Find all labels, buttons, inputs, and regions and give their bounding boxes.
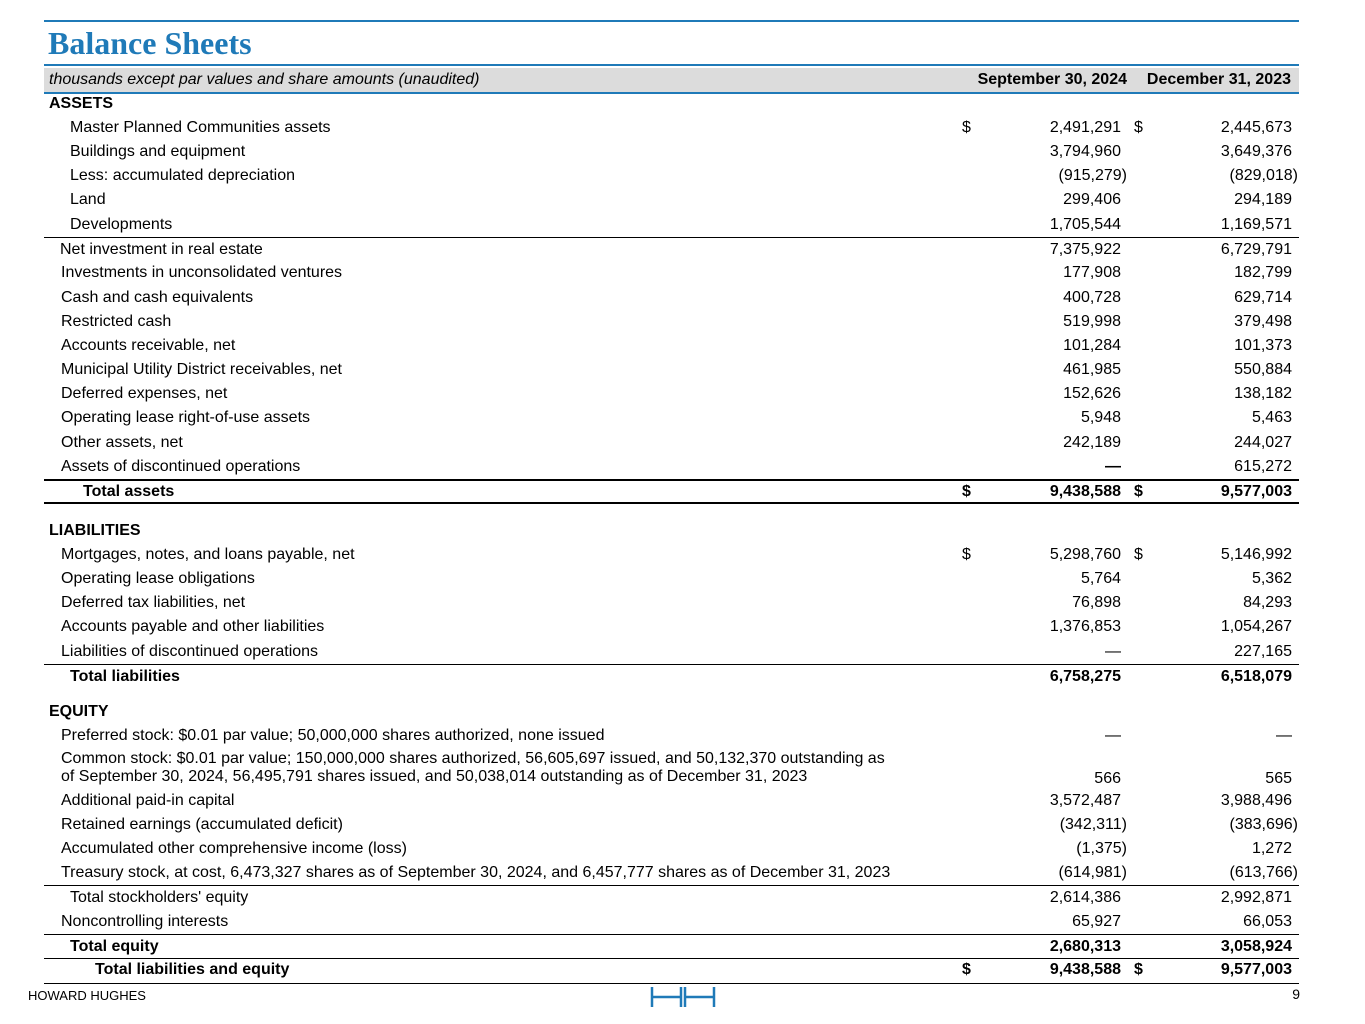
value-2023: 244,027 [1234,434,1292,451]
section-heading-equity [44,700,1299,724]
value-2023: 9,577,003 [1220,961,1292,978]
currency-symbol: $ [962,546,971,563]
column-header-row [44,68,1299,94]
row-label: Cash and cash equivalents [61,289,254,306]
row-label: Developments [70,216,173,233]
row-label: Total liabilities and equity [95,961,290,978]
value-2023: 84,293 [1243,594,1292,611]
value-2024: 9,438,588 [1049,961,1121,978]
value-2023: 1,169,571 [1220,216,1292,233]
value-2023: 379,498 [1234,313,1292,330]
table-row [44,406,1299,430]
currency-symbol: $ [962,119,971,136]
value-2023: 565 [1265,770,1292,787]
row-label: EQUITY [49,703,109,720]
value-2023: 3,649,376 [1220,143,1292,160]
value-2024: 299,406 [1063,191,1121,208]
row-label: Restricted cash [61,313,172,330]
value-2023: 629,714 [1234,289,1292,306]
value-2023: — [1276,727,1292,744]
row-label: Assets of discontinued operations [61,458,301,475]
value-2023: 1,272 [1251,840,1292,857]
row-label: Investments in unconsolidated ventures [61,264,343,281]
row-label: Common stock: $0.01 par value; 150,000,000 shares authorized, 56,605,697 issued, and 50,132,370 outstanding as [61,750,885,767]
value-2024: 400,728 [1063,289,1121,306]
value-2024: 2,491,291 [1049,119,1121,136]
column-header-dec-2023: December 31, 2023 [1146,71,1291,88]
section-heading-liabilities [44,519,1299,543]
row-label: Net investment in real estate [60,241,263,258]
value-2024: 76,898 [1072,594,1121,611]
value-2024: 566 [1094,770,1121,787]
row-label: Total assets [83,483,175,500]
row-label: Additional paid-in capital [61,792,235,809]
table-row [44,813,1299,837]
value-2023: 66,053 [1243,913,1292,930]
value-2024: 9,438,588 [1049,483,1121,500]
value-2024: 242,189 [1063,434,1121,451]
value-2024: (1,375) [1076,840,1127,857]
value-2024: 6,758,275 [1049,668,1121,685]
value-2023: 3,058,924 [1220,938,1292,955]
value-2024: — [1105,727,1121,744]
row-label: Buildings and equipment [70,143,246,160]
row-label: Retained earnings (accumulated deficit) [61,816,343,833]
table-row [44,261,1299,285]
value-2024: 2,680,313 [1049,938,1121,955]
value-2024: 7,375,922 [1049,241,1121,258]
value-2023: 550,884 [1234,361,1292,378]
value-2023: 6,518,079 [1220,668,1292,685]
value-2023: 138,182 [1234,385,1292,402]
row-label: Total stockholders' equity [70,889,249,906]
units-note: thousands except par values and share amounts (unaudited) [49,71,480,88]
row-label: Mortgages, notes, and loans payable, net [61,546,355,563]
subtotal-row [44,885,1299,909]
value-2024: 101,284 [1063,337,1121,354]
row-label: LIABILITIES [49,522,141,539]
title-bar [44,20,1299,66]
table-row [44,382,1299,406]
value-2023: 5,463 [1251,409,1292,426]
value-2024: 2,614,386 [1049,889,1121,906]
value-2024: 461,985 [1063,361,1121,378]
table-row [44,286,1299,310]
currency-symbol: $ [962,483,971,500]
value-2024: 1,705,544 [1049,216,1121,233]
value-2024: (342,311) [1059,816,1127,833]
value-2023: 3,988,496 [1220,792,1292,809]
table-row [44,615,1299,639]
value-2023: 6,729,791 [1220,241,1292,258]
value-2023: 101,373 [1234,337,1292,354]
row-label: Accounts receivable, net [61,337,236,354]
row-label: Deferred tax liabilities, net [61,594,246,611]
table-row [44,640,1299,664]
table-row [44,543,1299,567]
currency-symbol: $ [962,961,971,978]
value-2023: 5,146,992 [1220,546,1292,563]
table-row [44,591,1299,615]
currency-symbol: $ [1134,483,1143,500]
hh-logo-icon [650,986,716,1013]
currency-symbol: $ [1134,119,1143,136]
row-label: Deferred expenses, net [61,385,228,402]
table-row [44,358,1299,382]
value-2024: 1,376,853 [1049,618,1121,635]
table-row [44,910,1299,934]
total-row-assets [44,479,1299,504]
row-label: Operating lease obligations [61,570,255,587]
value-2024: (915,279) [1058,167,1127,184]
row-label: Municipal Utility District receivables, net [61,361,342,378]
table-row [44,789,1299,813]
value-2024: 177,908 [1063,264,1121,281]
table-row [44,213,1299,237]
table-row [44,310,1299,334]
table-row [44,116,1299,140]
subtotal-row [44,237,1299,261]
value-2023: 182,799 [1234,264,1292,281]
value-2024: — [1105,643,1121,660]
row-label: ASSETS [49,95,114,112]
total-row-equity [44,934,1299,958]
table-row [44,431,1299,455]
value-2023: 2,445,673 [1220,119,1292,136]
value-2024: 3,794,960 [1049,143,1121,160]
value-2024: 152,626 [1063,385,1121,402]
total-row-liabilities-and-equity [44,958,1299,984]
table-row [44,164,1299,188]
value-2024: 3,572,487 [1049,792,1121,809]
value-2023: (829,018) [1229,167,1298,184]
table-row [44,724,1299,748]
column-header-sep-2024: September 30, 2024 [977,71,1127,88]
row-label: Master Planned Communities assets [70,119,331,136]
total-row-liabilities [44,664,1299,688]
value-2023: (383,696) [1229,816,1298,833]
value-2024: 5,298,760 [1049,546,1121,563]
table-row [44,861,1299,885]
value-2024: 5,948 [1080,409,1121,426]
row-label: Total equity [70,938,159,955]
row-label: Land [70,191,106,208]
row-label: Less: accumulated depreciation [70,167,296,184]
table-row [44,567,1299,591]
row-label: Operating lease right-of-use assets [61,409,311,426]
table-row [44,455,1299,479]
table-row [44,334,1299,358]
row-label: Accumulated other comprehensive income (loss) [61,840,407,857]
table-row [44,188,1299,212]
table-row [44,140,1299,164]
table-row [44,837,1299,861]
row-label: Other assets, net [61,434,183,451]
value-2023: 615,272 [1234,458,1292,475]
value-2023: 5,362 [1251,570,1292,587]
row-label: Total liabilities [70,668,180,685]
page-title: Balance Sheets [48,25,252,61]
value-2023: 2,992,871 [1220,889,1292,906]
page-number: 9 [1292,986,1300,1002]
section-heading-assets [44,92,1299,116]
value-2024: — [1105,458,1121,475]
row-label-continued: of September 30, 2024, 56,495,791 shares issued, and 50,038,014 outstanding as of December 31, 2023 [61,768,808,785]
value-2023: (613,766) [1229,864,1298,881]
value-2023: 227,165 [1234,643,1292,660]
row-label: Accounts payable and other liabilities [61,618,325,635]
currency-symbol: $ [1134,546,1143,563]
value-2024: (614,981) [1058,864,1127,881]
row-label: Noncontrolling interests [61,913,229,930]
value-2024: 5,764 [1080,570,1121,587]
value-2023: 1,054,267 [1220,618,1292,635]
value-2023: 9,577,003 [1220,483,1292,500]
value-2024: 519,998 [1063,313,1121,330]
currency-symbol: $ [1134,961,1143,978]
value-2024: 65,927 [1072,913,1121,930]
value-2023: 294,189 [1234,191,1292,208]
row-label: Liabilities of discontinued operations [61,643,319,660]
row-label: Treasury stock, at cost, 6,473,327 shares as of September 30, 2024, and 6,457,777 shares as of December 31, 2023 [61,864,891,881]
table-row [44,748,1299,790]
company-name: HOWARD HUGHES [28,988,146,1003]
row-label: Preferred stock: $0.01 par value; 50,000,000 shares authorized, none issued [61,727,605,744]
